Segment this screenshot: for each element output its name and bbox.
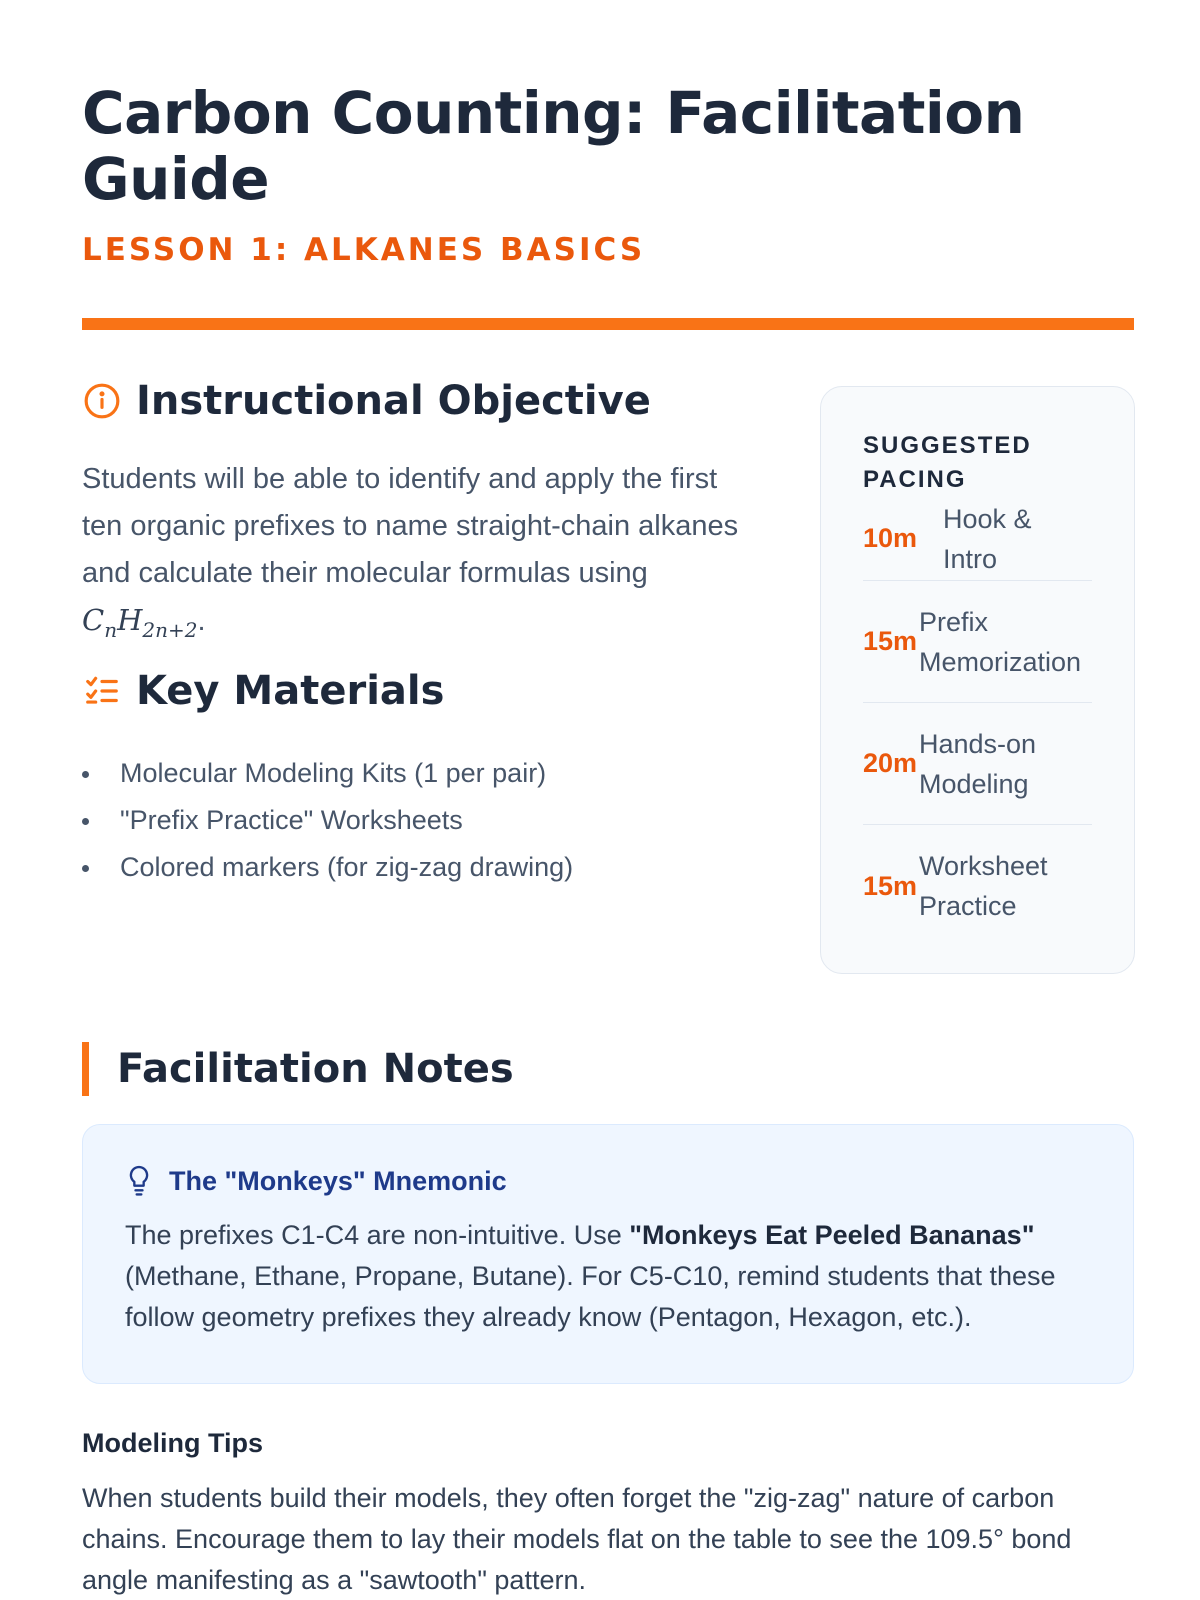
callout-header <box>125 1165 1091 1197</box>
materials-heading <box>82 668 444 714</box>
materials-heading-label: Key Materials <box>136 668 445 714</box>
pacing-time: 10m <box>863 523 918 553</box>
tips-heading: Modeling Tips <box>82 1428 263 1458</box>
formula-subscript: 2n+2 <box>142 617 198 642</box>
objective-text-body: Students will be able to identify and apply the first ten organic prefixes to name straight-chain alkanes and calculate their molecular formulas using <box>82 463 739 589</box>
list-item: "Prefix Practice" Worksheets <box>82 797 573 844</box>
mnemonic-phrase: "Monkeys Eat Peeled Bananas" <box>629 1220 1035 1250</box>
formula-c: C <box>82 603 105 637</box>
callout-text-start: The prefixes C1-C4 are non-intuitive. Use <box>125 1220 630 1250</box>
tips-text: When students build their models, they often forget the "zig-zag" nature of carbon chains. Encourage them to lay their models flat on the table to see the 109.5° bond angle manifesting as a "sawtooth" pattern. <box>82 1483 1072 1595</box>
pacing-row <box>863 825 1092 947</box>
info-circle-icon <box>82 381 122 421</box>
pacing-time: 15m <box>863 626 918 656</box>
notes-heading: Facilitation Notes <box>82 1042 514 1096</box>
lesson-subtitle: LESSON 1: ALKANES BASICS <box>82 232 646 268</box>
pacing-label: Hands-on Modeling <box>919 728 1037 799</box>
list-item: Molecular Modeling Kits (1 per pair) <box>82 750 573 797</box>
list-item: Colored markers (for zig-zag drawing) <box>82 844 573 891</box>
callout-text <box>125 1215 1091 1338</box>
pacing-row <box>863 497 1092 581</box>
pacing-card <box>820 386 1135 974</box>
formula <box>82 603 198 642</box>
objective-heading-label: Instructional Objective <box>136 378 651 424</box>
pacing-time: 20m <box>863 748 918 778</box>
pacing-label: Prefix Memorization <box>919 606 1082 677</box>
pacing-title: SUGGESTED PACING <box>863 432 1032 493</box>
objective-text-end: . <box>197 605 206 637</box>
lightbulb-icon <box>125 1165 153 1197</box>
formula-h: H <box>117 603 143 637</box>
formula-n: n <box>104 617 118 642</box>
callout-text-end: (Methane, Ethane, Propane, Butane). For C5-C10, remind students that these follow geometry prefixes they already know (Pentagon, Hexagon, etc.). <box>125 1261 1056 1332</box>
pacing-time: 15m <box>863 870 918 901</box>
callout-title: The "Monkeys" Mnemonic <box>169 1165 507 1196</box>
objective-text <box>82 456 762 654</box>
header-divider <box>82 318 1134 330</box>
mnemonic-callout <box>82 1124 1134 1384</box>
page-title: Carbon Counting: Facilitation Guide <box>82 79 1025 213</box>
pacing-row <box>863 581 1092 703</box>
pacing-label: Worksheet Practice <box>919 851 1048 921</box>
checklist-icon <box>82 671 122 711</box>
objective-heading <box>82 378 651 424</box>
pacing-row <box>863 703 1092 825</box>
pacing-label: Hook & Intro <box>943 503 1032 574</box>
materials-list <box>82 750 573 891</box>
